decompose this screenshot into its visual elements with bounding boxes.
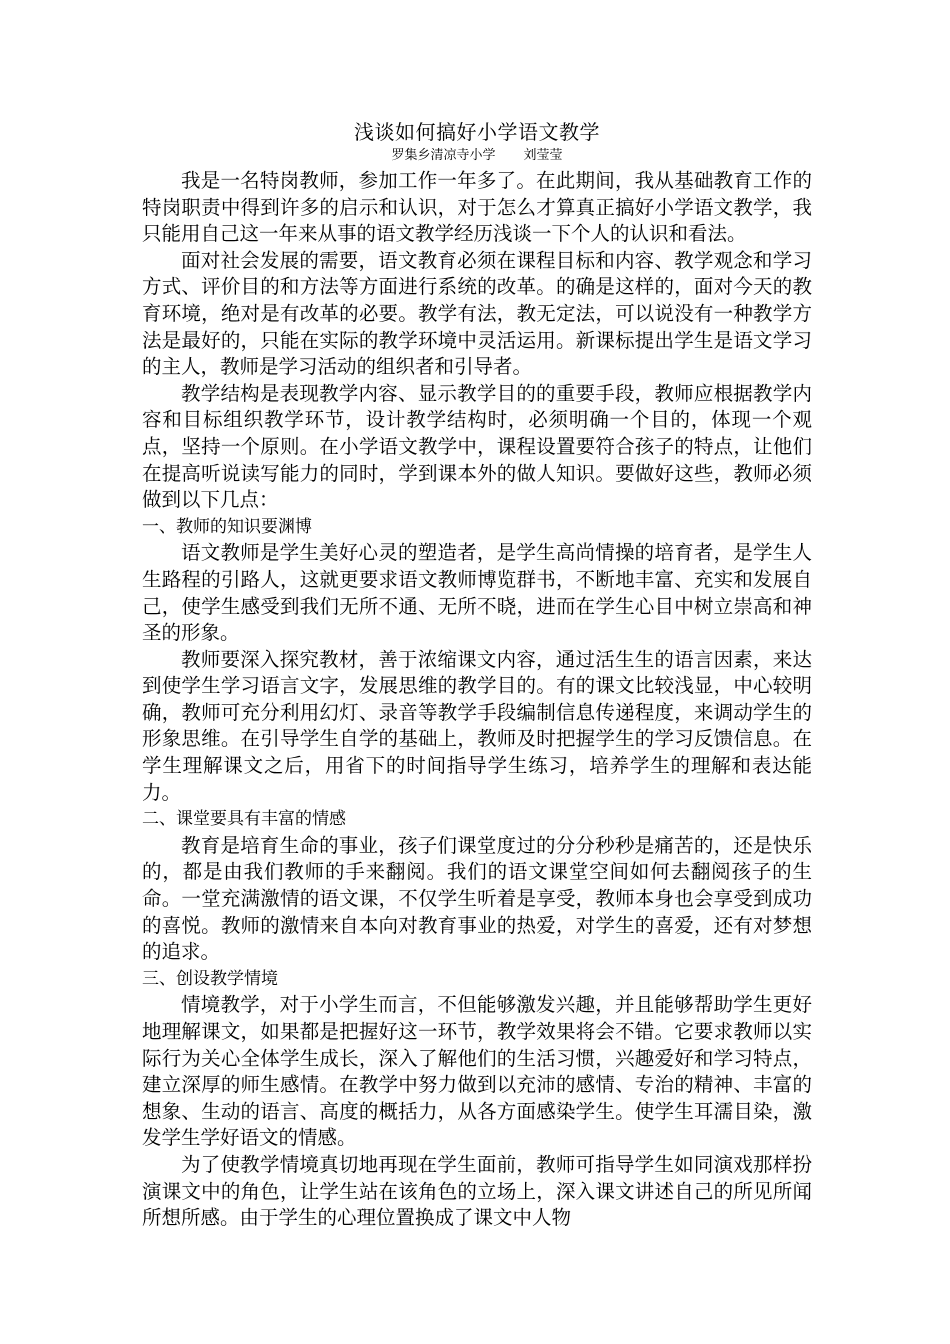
paragraph-roleplay: 为了使教学情境真切地再现在学生面前，教师可指导学生如同演戏那样扮演课文中的角色，让学生站在该角色的立场上，深入课文讲述自己的所见所闻所想所感。由于学生的心理位置换成了课文中人物: [142, 1152, 812, 1230]
section-heading-3: 三、创设教学情境: [142, 968, 278, 989]
document-title: 浅谈如何搞好小学语文教学: [354, 120, 600, 144]
author-name: 刘莹莹: [523, 148, 563, 163]
section-heading-2: 二、课堂要具有丰富的情感: [142, 809, 346, 830]
paragraph-textbook: 教师要深入探究教材，善于浓缩课文内容，通过活生生的语言因素，来达到使学生学习语言文字，发展思维的教学目的。有的课文比较浅显，中心较明确，教师可充分利用幻灯、录音等教学手段编制信息传递程度，来调动学生的形象思维。在引导学生自学的基础上，教师及时把握学生的学习反馈信息。在学生理解课文之后，用省下的时间指导学生练习，培养学生的理解和表达能力。: [142, 647, 812, 804]
section-heading-1: 一、教师的知识要渊博: [142, 516, 312, 537]
paragraph-situation: 情境教学，对于小学生而言，不但能够激发兴趣，并且能够帮助学生更好地理解课文，如果都是把握好这一环节，教学效果将会不错。它要求教师以实际行为关心全体学生成长，深入了解他们的生活习惯，兴趣爱好和学习特点，建立深厚的师生感情。在教学中努力做到以充沛的感情、专治的精神、丰富的想象、生动的语言、高度的概括力，从各方面感染学生。使学生耳濡目染，激发学生学好语文的情感。: [142, 993, 812, 1150]
paragraph-reform: 面对社会发展的需要，语文教育必须在课程目标和内容、教学观念和学习方式、评价目的和方法等方面进行系统的改革。的确是这样的，面对今天的教育环境，绝对是有改革的必要。教学有法，教无定法，可以说没有一种教学方法是最好的，只能在实际的教学环境中灵活运用。新课标提出学生是语文学习的主人，教师是学习活动的组织者和引导者。: [142, 248, 812, 379]
byline: [142, 146, 812, 166]
document-page: [142, 118, 812, 1232]
school-name: 罗集乡清凉寺小学: [391, 148, 496, 163]
paragraph-knowledge: 语文教师是学生美好心灵的塑造者，是学生高尚情操的培育者，是学生人生路程的引路人，这就更要求语文教师博览群书，不断地丰富、充实和发展自己，使学生感受到我们无所不通、无所不晓，进而在学生心目中树立崇高和神圣的形象。: [142, 541, 812, 645]
paragraph-emotion: 教育是培育生命的事业，孩子们课堂度过的分分秒秒是痛苦的，还是快乐的，都是由我们教师的手来翻阅。我们的语文课堂空间如何去翻阅孩子的生命。一堂充满激情的语文课，不仅学生听着是享受，教师本身也会享受到成功的喜悦。教师的激情来自本向对教育事业的热爱，对学生的喜爱，还有对梦想的追求。: [142, 833, 812, 964]
paragraph-structure: 教学结构是表现教学内容、显示教学目的的重要手段，教师应根据教学内容和目标组织教学环节，设计教学结构时，必须明确一个目的，体现一个观点，坚持一个原则。在小学语文教学中，课程设置要符合孩子的特点，让他们在提高听说读写能力的同时，学到课本外的做人知识。要做好这些，教师必须做到以下几点：: [142, 381, 812, 512]
paragraph-intro: 我是一名特岗教师，参加工作一年多了。在此期间，我从基础教育工作的特岗职责中得到许多的启示和认识，对于怎么才算真正搞好小学语文教学，我只能用自己这一年来从事的语文教学经历浅谈一下个人的认识和看法。: [142, 169, 812, 246]
